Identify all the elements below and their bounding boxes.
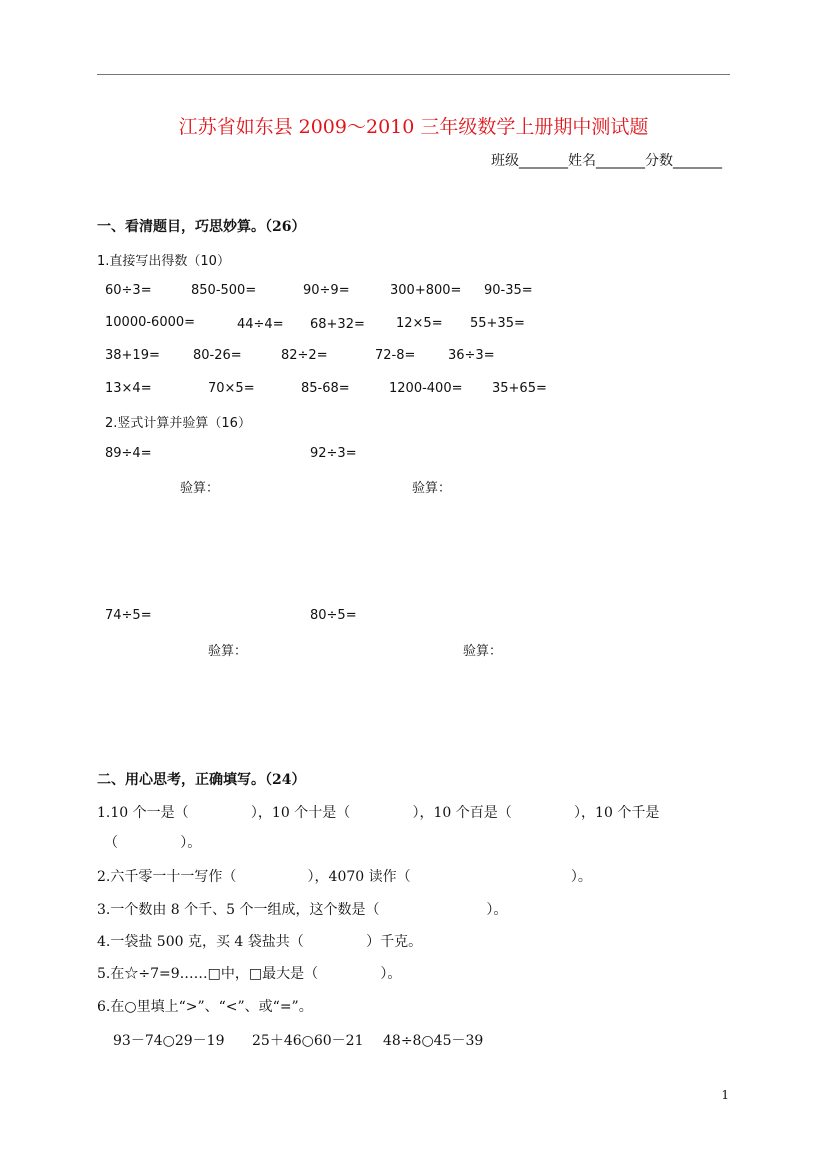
calc-item: 10000-6000= [105, 315, 196, 330]
question-6: 6.在○里填上“>”、“<”、或“=”。 [97, 999, 313, 1015]
calc-item: 85-68= [301, 381, 350, 396]
calc-item: 90÷9= [303, 283, 350, 298]
page-number: 1 [721, 1088, 729, 1102]
question-1-continued: （ ）。 [104, 835, 202, 851]
check-label: 验算： [463, 644, 503, 659]
q1-title: 1.直接写出得数（10） [97, 254, 230, 269]
vertical-calc: 89÷4= [105, 446, 152, 461]
vertical-calc: 80÷5= [310, 608, 357, 623]
question-2: 2.六千零一十一写作（ ），4070 读作（ ）。 [97, 869, 592, 885]
q2-title: 2.竖式计算并验算（16） [105, 416, 251, 431]
calc-item: 35+65= [492, 381, 547, 396]
calc-item: 300+800= [390, 283, 462, 298]
calc-item: 80-26= [193, 348, 242, 363]
section2-heading: 二、用心思考，正确填写。（24） [97, 772, 306, 788]
calc-item: 850-500= [191, 283, 257, 298]
section1-heading: 一、看清题目，巧思妙算。（26） [97, 219, 306, 235]
calc-item: 38+19= [105, 348, 160, 363]
calc-item: 90-35= [484, 283, 533, 298]
student-info-line: 班级_______姓名_______分数_______ [491, 153, 722, 169]
check-label: 验算： [208, 644, 248, 659]
header-rule [97, 74, 730, 75]
question-1: 1.10 个一是（ ），10 个十是（ ），10 个百是（ ），10 个千是 [97, 805, 660, 821]
check-label: 验算： [412, 481, 452, 496]
calc-item: 70×5= [208, 381, 255, 396]
vertical-calc: 92÷3= [310, 446, 357, 461]
page-title: 江苏省如东县 2009～2010 三年级数学上册期中测试题 [178, 116, 649, 138]
calc-item: 13×4= [105, 381, 152, 396]
calc-item: 60÷3= [105, 283, 152, 298]
compare-item: 48÷8○45－39 [383, 1033, 484, 1049]
calc-item: 12×5= [396, 316, 443, 331]
question-3: 3.一个数由 8 个千、5 个一组成，这个数是（ ）。 [97, 902, 508, 918]
calc-item: 36÷3= [448, 348, 495, 363]
calc-item: 55+35= [470, 316, 525, 331]
question-4: 4.一袋盐 500 克，买 4 袋盐共（ ）千克。 [97, 934, 423, 950]
question-5: 5.在☆÷7=9……□中，□最大是（ ）。 [97, 966, 402, 982]
calc-item: 44÷4= [237, 317, 284, 332]
calc-item: 1200-400= [389, 381, 463, 396]
calc-item: 82÷2= [281, 348, 328, 363]
vertical-calc: 74÷5= [105, 608, 152, 623]
calc-item: 72-8= [375, 348, 416, 363]
check-label: 验算： [180, 481, 220, 496]
compare-item: 25＋46○60－21 [252, 1033, 364, 1049]
compare-item: 93－74○29－19 [113, 1033, 225, 1049]
calc-item: 68+32= [310, 317, 365, 332]
